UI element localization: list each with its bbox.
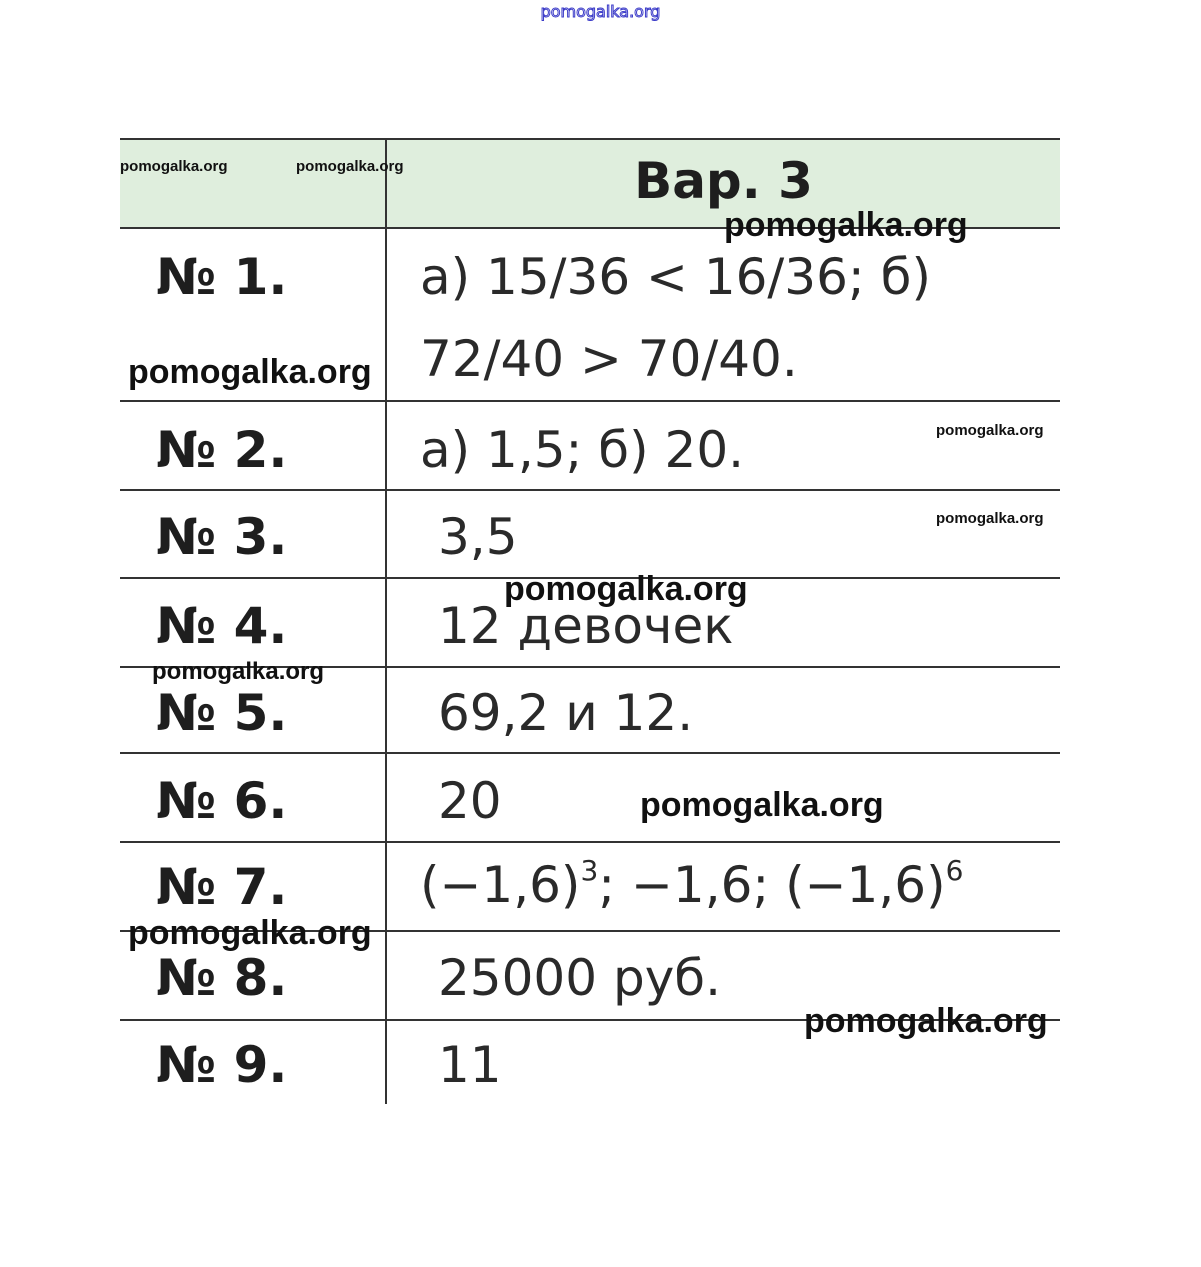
answer-table (120, 138, 1060, 1104)
watermark: pomogalka.org (296, 158, 404, 175)
task-answer: а) 15/36 < 16/36; б) (420, 248, 931, 306)
task-number: № 8. (156, 949, 288, 1007)
watermark: pomogalka.org (152, 658, 325, 685)
table-rule (120, 489, 1060, 491)
watermark: pomogalka.org (804, 1002, 1048, 1040)
power-base: (−1,6) (420, 856, 581, 914)
watermark: pomogalka.org (936, 510, 1044, 527)
table-rule (120, 138, 1060, 140)
task-answer: 25000 руб. (438, 949, 722, 1007)
variant-header: Вар. 3 (634, 152, 813, 210)
task-answer: 3,5 (438, 508, 518, 566)
task-number: № 1. (156, 248, 288, 306)
watermark: pomogalka.org (128, 353, 372, 391)
exponent: 3 (580, 854, 599, 887)
task-answer-continued: 72/40 > 70/40. (420, 330, 798, 388)
task-answer-powers (420, 856, 963, 914)
watermark: pomogalka.org (936, 422, 1044, 439)
task-number: № 6. (156, 772, 288, 830)
task-number: № 9. (156, 1036, 288, 1094)
task-number: № 4. (156, 597, 288, 655)
watermark: pomogalka.org (504, 570, 748, 608)
watermark: pomogalka.org (724, 206, 968, 244)
task-answer: 69,2 и 12. (438, 684, 694, 742)
table-rule (120, 841, 1060, 843)
task-number: № 3. (156, 508, 288, 566)
task-answer: 12 девочек (438, 597, 734, 655)
power-middle: ; −1,6; (−1,6) (598, 856, 946, 914)
exponent: 6 (945, 854, 964, 887)
table-rule (120, 752, 1060, 754)
watermark: pomogalka.org (128, 914, 372, 952)
task-answer: а) 1,5; б) 20. (420, 421, 745, 479)
column-divider (385, 138, 387, 1104)
watermark: pomogalka.org (120, 158, 228, 175)
task-number: № 7. (156, 858, 288, 916)
task-number: № 5. (156, 684, 288, 742)
site-link[interactable]: pomogalka.org (540, 2, 661, 21)
task-answer: 11 (438, 1036, 502, 1094)
table-rule (120, 400, 1060, 402)
task-number: № 2. (156, 421, 288, 479)
watermark: pomogalka.org (640, 786, 884, 824)
task-answer: 20 (438, 772, 502, 830)
